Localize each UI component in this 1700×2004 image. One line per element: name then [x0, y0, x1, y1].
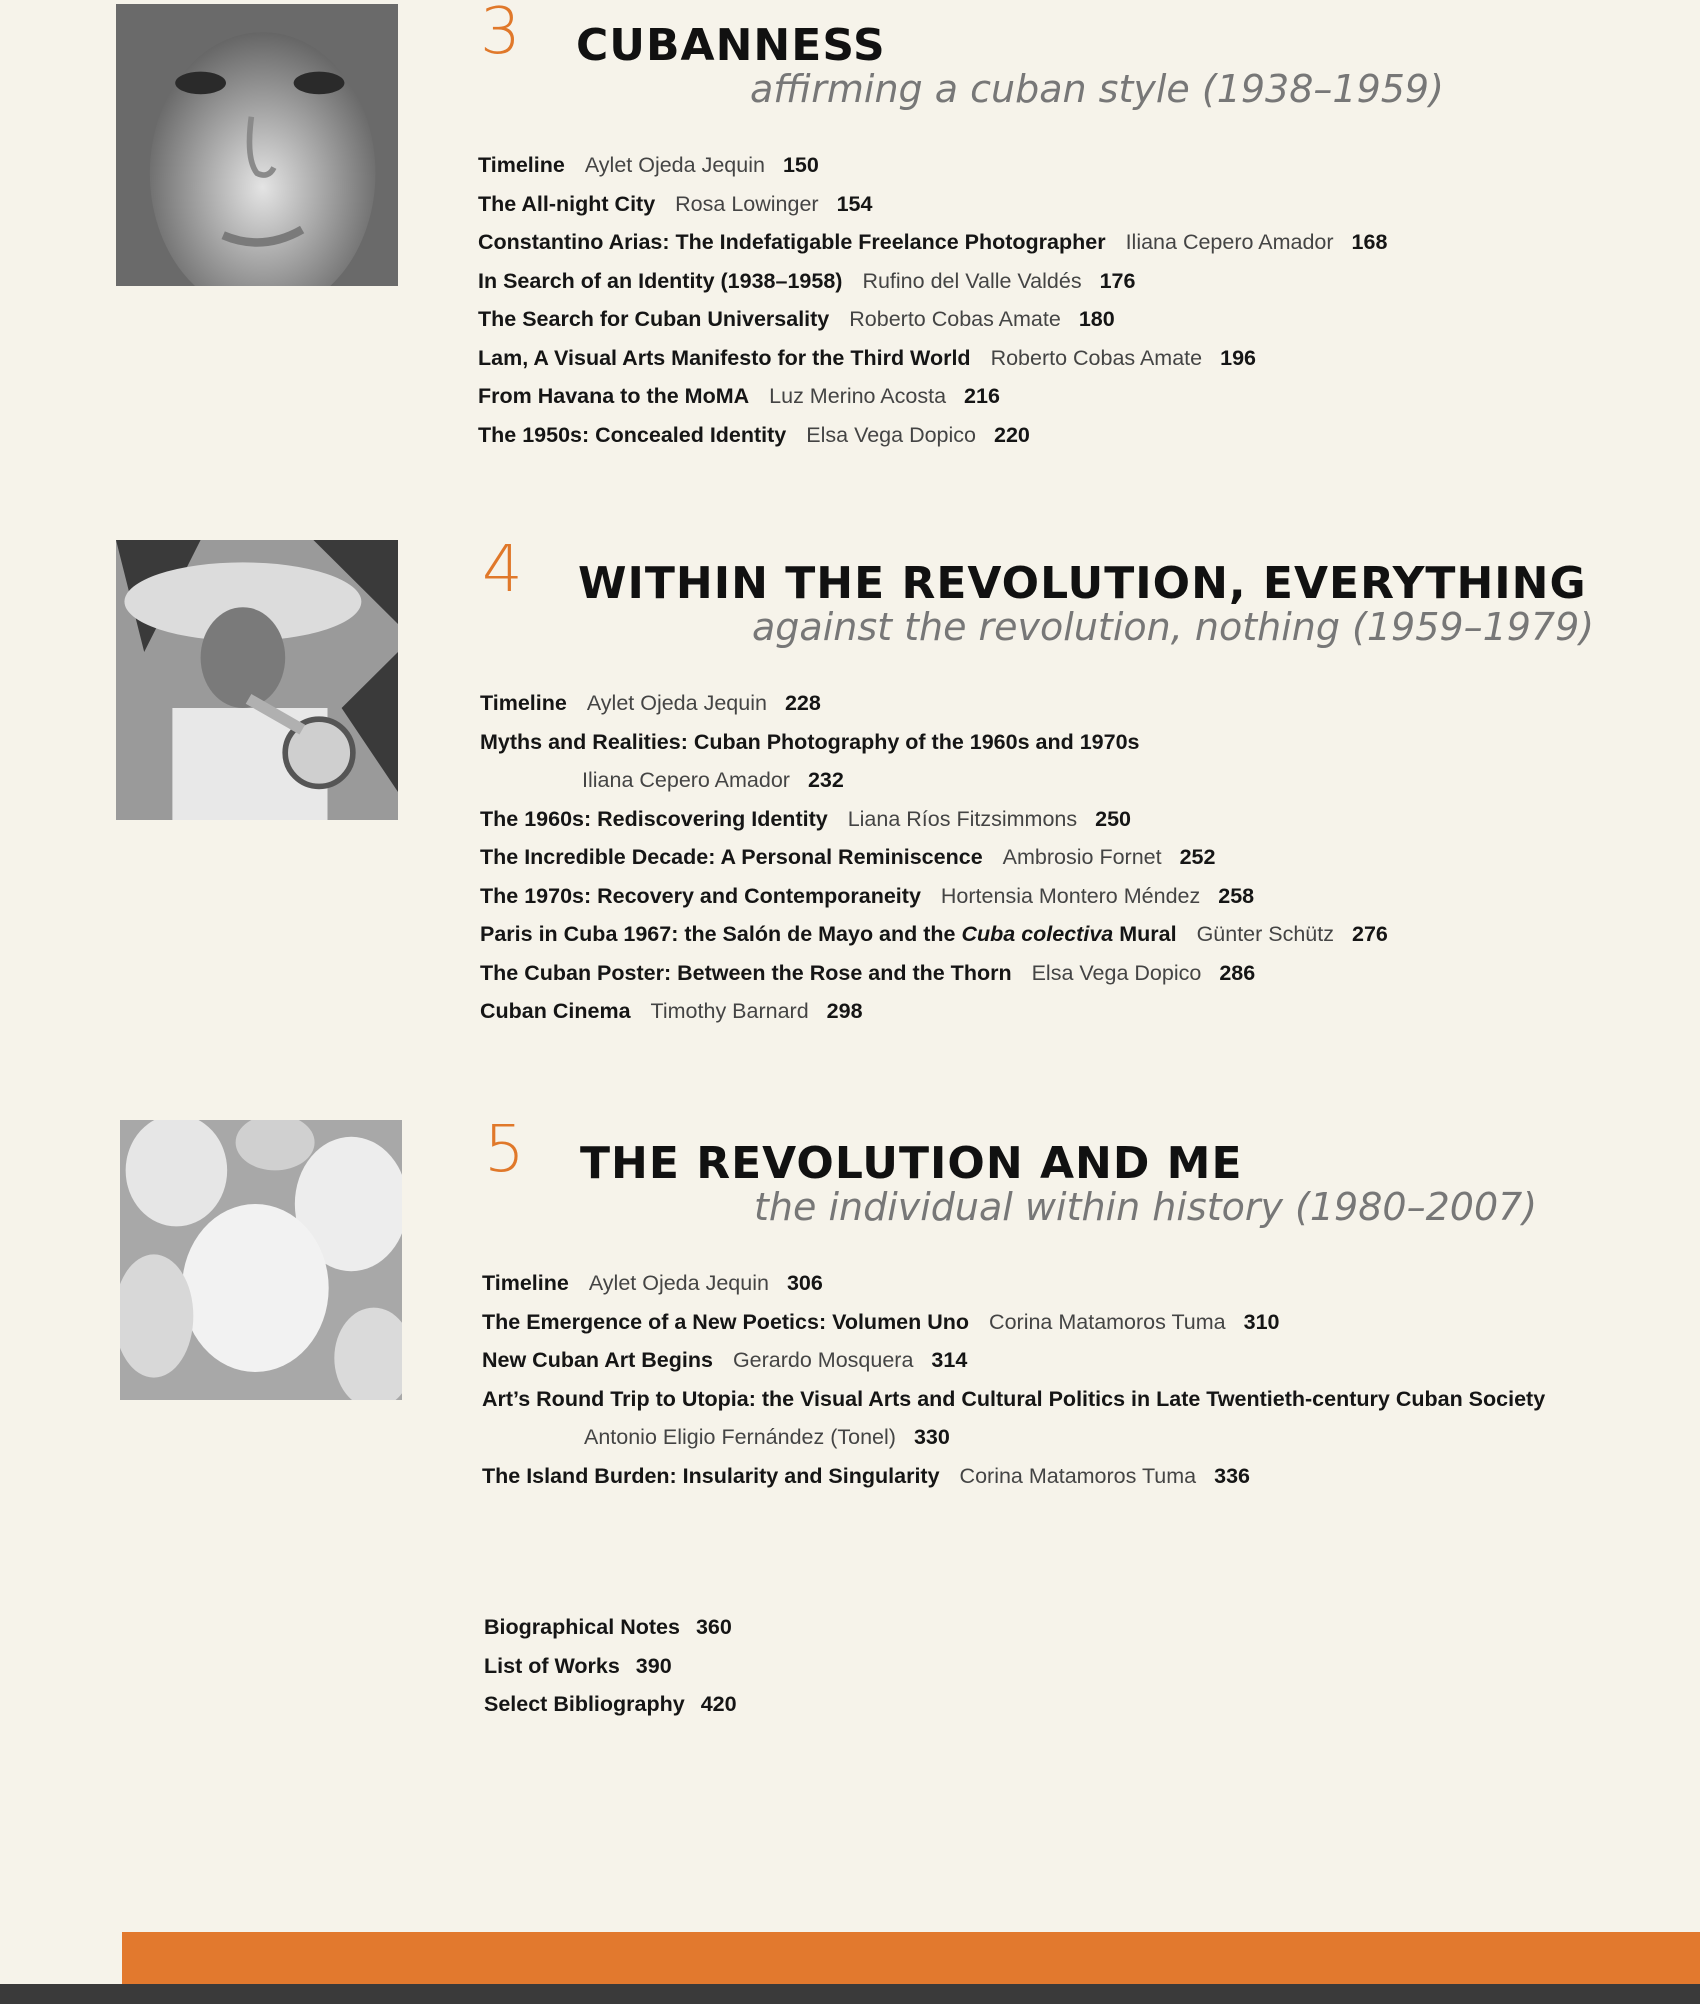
toc-entry: The Emergence of a New Poetics: Volumen Uno Corina Matamoros Tuma 310	[482, 1309, 1280, 1334]
toc-entry: Art’s Round Trip to Utopia: the Visual Arts and Cultural Politics in Late Twentieth-century Cuban Society	[482, 1386, 1546, 1411]
toc-entry: The 1950s: Concealed Identity Elsa Vega Dopico 220	[478, 422, 1030, 447]
toc-entry: The Search for Cuban Universality Roberto Cobas Amate 180	[478, 307, 1115, 331]
footer-color-band	[122, 1932, 1700, 1984]
section-3	[478, 0, 1444, 454]
toc-entry: The 1970s: Recovery and Contemporaneity Hortensia Montero Méndez 258	[480, 883, 1255, 908]
section-4	[480, 533, 1595, 1031]
toc-entry: Timeline Aylet Ojeda Jequin 150	[478, 153, 819, 177]
toc-entry: New Cuban Art Begins Gerardo Mosquera 314	[482, 1348, 968, 1372]
toc-entry: Lam, A Visual Arts Manifesto for the Third World Roberto Cobas Amate 196	[478, 345, 1256, 370]
section-number: 5	[484, 1113, 525, 1187]
toc-entry: Myths and Realities: Cuban Photography of the 1960s and 1970s	[480, 729, 1140, 754]
toc-entry: The Island Burden: Insularity and Singularity Corina Matamoros Tuma 336	[482, 1463, 1251, 1488]
toc-entry: Constantino Arias: The Indefatigable Freelance Photographer Iliana Cepero Amador 168	[478, 230, 1388, 254]
toc-entry-continuation: Iliana Cepero Amador 232	[582, 768, 844, 792]
toc-entry: Select Bibliography 420	[484, 1692, 737, 1716]
section-5	[482, 1113, 1546, 1495]
toc-entry: Timeline Aylet Ojeda Jequin 306	[482, 1271, 823, 1295]
toc-entry: The 1960s: Rediscovering Identity Liana Ríos Fitzsimmons 250	[480, 806, 1131, 831]
trumpet-player-photo	[116, 540, 398, 820]
toc-entry: The All-night City Rosa Lowinger 154	[478, 191, 873, 216]
toc-entry: Cuban Cinema Timothy Barnard 298	[480, 999, 863, 1023]
section-number: 3	[480, 0, 521, 69]
section-5-entries	[482, 1264, 1545, 1495]
toc-entry: The Incredible Decade: A Personal Reminiscence Ambrosio Fornet 252	[480, 845, 1216, 869]
toc-entry: From Havana to the MoMA Luz Merino Acosta 216	[478, 384, 1000, 408]
section-number: 4	[482, 533, 523, 607]
toc-entry: Biographical Notes 360	[484, 1615, 732, 1639]
section-subtitle: the individual within history (1980–2007)	[754, 1185, 1538, 1229]
page-bottom-edge	[0, 1984, 1700, 2004]
toc-entry: Paris in Cuba 1967: the Salón de Mayo and the Cuba colectiva Mural Günter Schütz 276	[480, 922, 1388, 946]
sculpted-heads-photo	[120, 1120, 402, 1400]
section-title: WITHIN THE REVOLUTION, EVERYTHING	[578, 558, 1587, 609]
section-subtitle: against the revolution, nothing (1959–1979)	[752, 605, 1595, 649]
toc-entry: In Search of an Identity (1938–1958) Rufino del Valle Valdés 176	[478, 268, 1136, 293]
section-title: CUBANNESS	[576, 20, 886, 71]
toc-entry-continuation: Antonio Eligio Fernández (Tonel) 330	[584, 1425, 950, 1449]
section-subtitle: affirming a cuban style (1938–1959)	[750, 67, 1444, 111]
back-matter	[484, 1608, 737, 1724]
toc-entry: List of Works 390	[484, 1653, 672, 1678]
section-3-entries	[478, 146, 1387, 454]
section-4-entries	[480, 684, 1388, 1031]
toc-entry: The Cuban Poster: Between the Rose and the Thorn Elsa Vega Dopico 286	[480, 960, 1256, 985]
toc-entry: Timeline Aylet Ojeda Jequin 228	[480, 691, 821, 715]
woman-portrait-photo	[116, 4, 398, 286]
section-title: THE REVOLUTION AND ME	[580, 1138, 1243, 1189]
